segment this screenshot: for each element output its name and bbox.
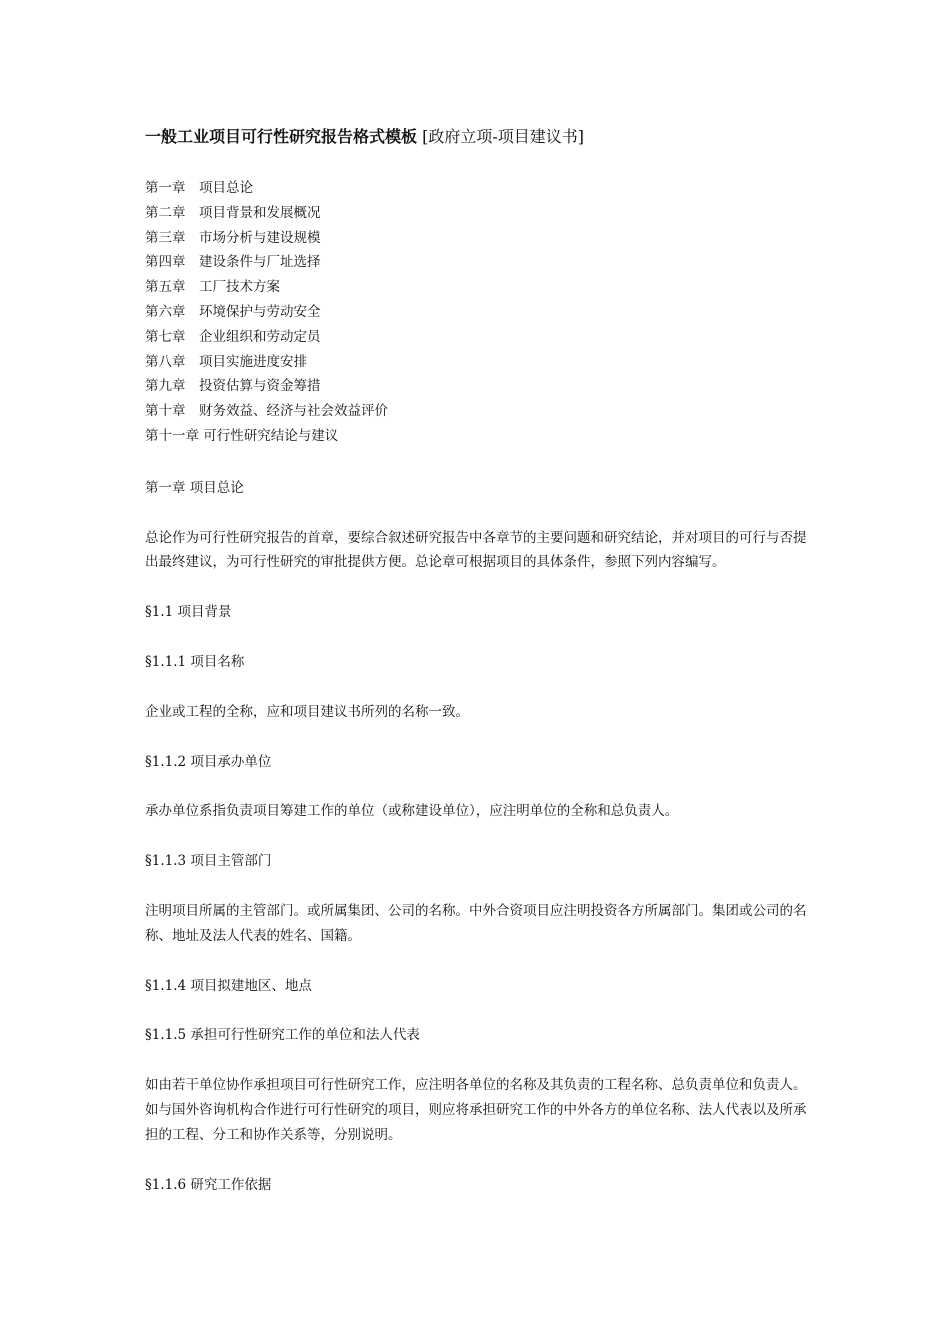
toc-item: 第一章 项目总论	[145, 180, 253, 196]
section-1-1-2-text: 承办单位系指负责项目筹建工作的单位（或称建设单位），应注明单位的全称和总负责人。	[145, 803, 679, 820]
chapter-1-heading: 第一章 项目总论	[145, 479, 244, 496]
document-page	[145, 126, 810, 1222]
section-1-1-6-heading: §1.1.6 研究工作依据	[145, 1176, 272, 1193]
section-1-1-3-heading: §1.1.3 项目主管部门	[145, 853, 272, 870]
section-1-1-heading: §1.1 项目背景	[145, 604, 232, 621]
document-title	[145, 126, 810, 148]
document-title-main: 一般工业项目可行性研究报告格式模板	[145, 127, 418, 146]
toc-item: 第七章 企业组织和劳动定员	[145, 328, 321, 345]
section-1-1-5-heading: §1.1.5 承担可行性研究工作的单位和法人代表	[145, 1027, 420, 1044]
section-1-1-5-text: 如由若干单位协作承担项目可行性研究工作，应注明各单位的名称及其负责的工程名称、总负责单位和负责人。如与国外咨询机构合作进行可行性研究的项目，则应将承担研究工作的中外各方的单位名称、法人代表以及所承担的工程、分工和协作关系等，分别说明。	[145, 1077, 807, 1143]
toc-item: 第九章 投资估算与资金筹措	[145, 378, 321, 395]
toc-item: 第八章 项目实施进度安排	[145, 353, 307, 370]
section-1-1-2-heading: §1.1.2 项目承办单位	[145, 753, 272, 770]
toc-item: 第四章 建设条件与厂址选择	[145, 254, 321, 271]
table-of-contents	[145, 176, 810, 449]
section-1-1-1-text: 企业或工程的全称，应和项目建议书所列的名称一致。	[145, 703, 469, 720]
toc-item: 第十章 财务效益、经济与社会效益评价	[145, 403, 388, 420]
toc-item: 第二章 项目背景和发展概况	[145, 204, 321, 221]
toc-item: 第六章 环境保护与劳动安全	[145, 303, 321, 320]
section-1-1-1-heading: §1.1.1 项目名称	[145, 653, 245, 670]
toc-item: 第三章 市场分析与建设规模	[145, 229, 321, 246]
section-1-1-3-text: 注明项目所属的主管部门。或所属集团、公司的名称。中外合资项目应注明投资各方所属部门。集团或公司的名称、地址及法人代表的姓名、国籍。	[145, 902, 807, 944]
section-1-1-4-heading: §1.1.4 项目拟建地区、地点	[145, 977, 312, 994]
toc-item: 第十一章 可行性研究结论与建议	[145, 427, 339, 444]
chapter-1-intro: 总论作为可行性研究报告的首章，要综合叙述研究报告中各章节的主要问题和研究结论，并对项目的可行与否提出最终建议，为可行性研究的审批提供方便。总论章可根据项目的具体条件，参照下列内容编写。	[145, 529, 807, 571]
document-title-suffix: [政府立项-项目建议书]	[417, 127, 584, 146]
toc-item: 第五章 工厂技术方案	[145, 279, 280, 296]
